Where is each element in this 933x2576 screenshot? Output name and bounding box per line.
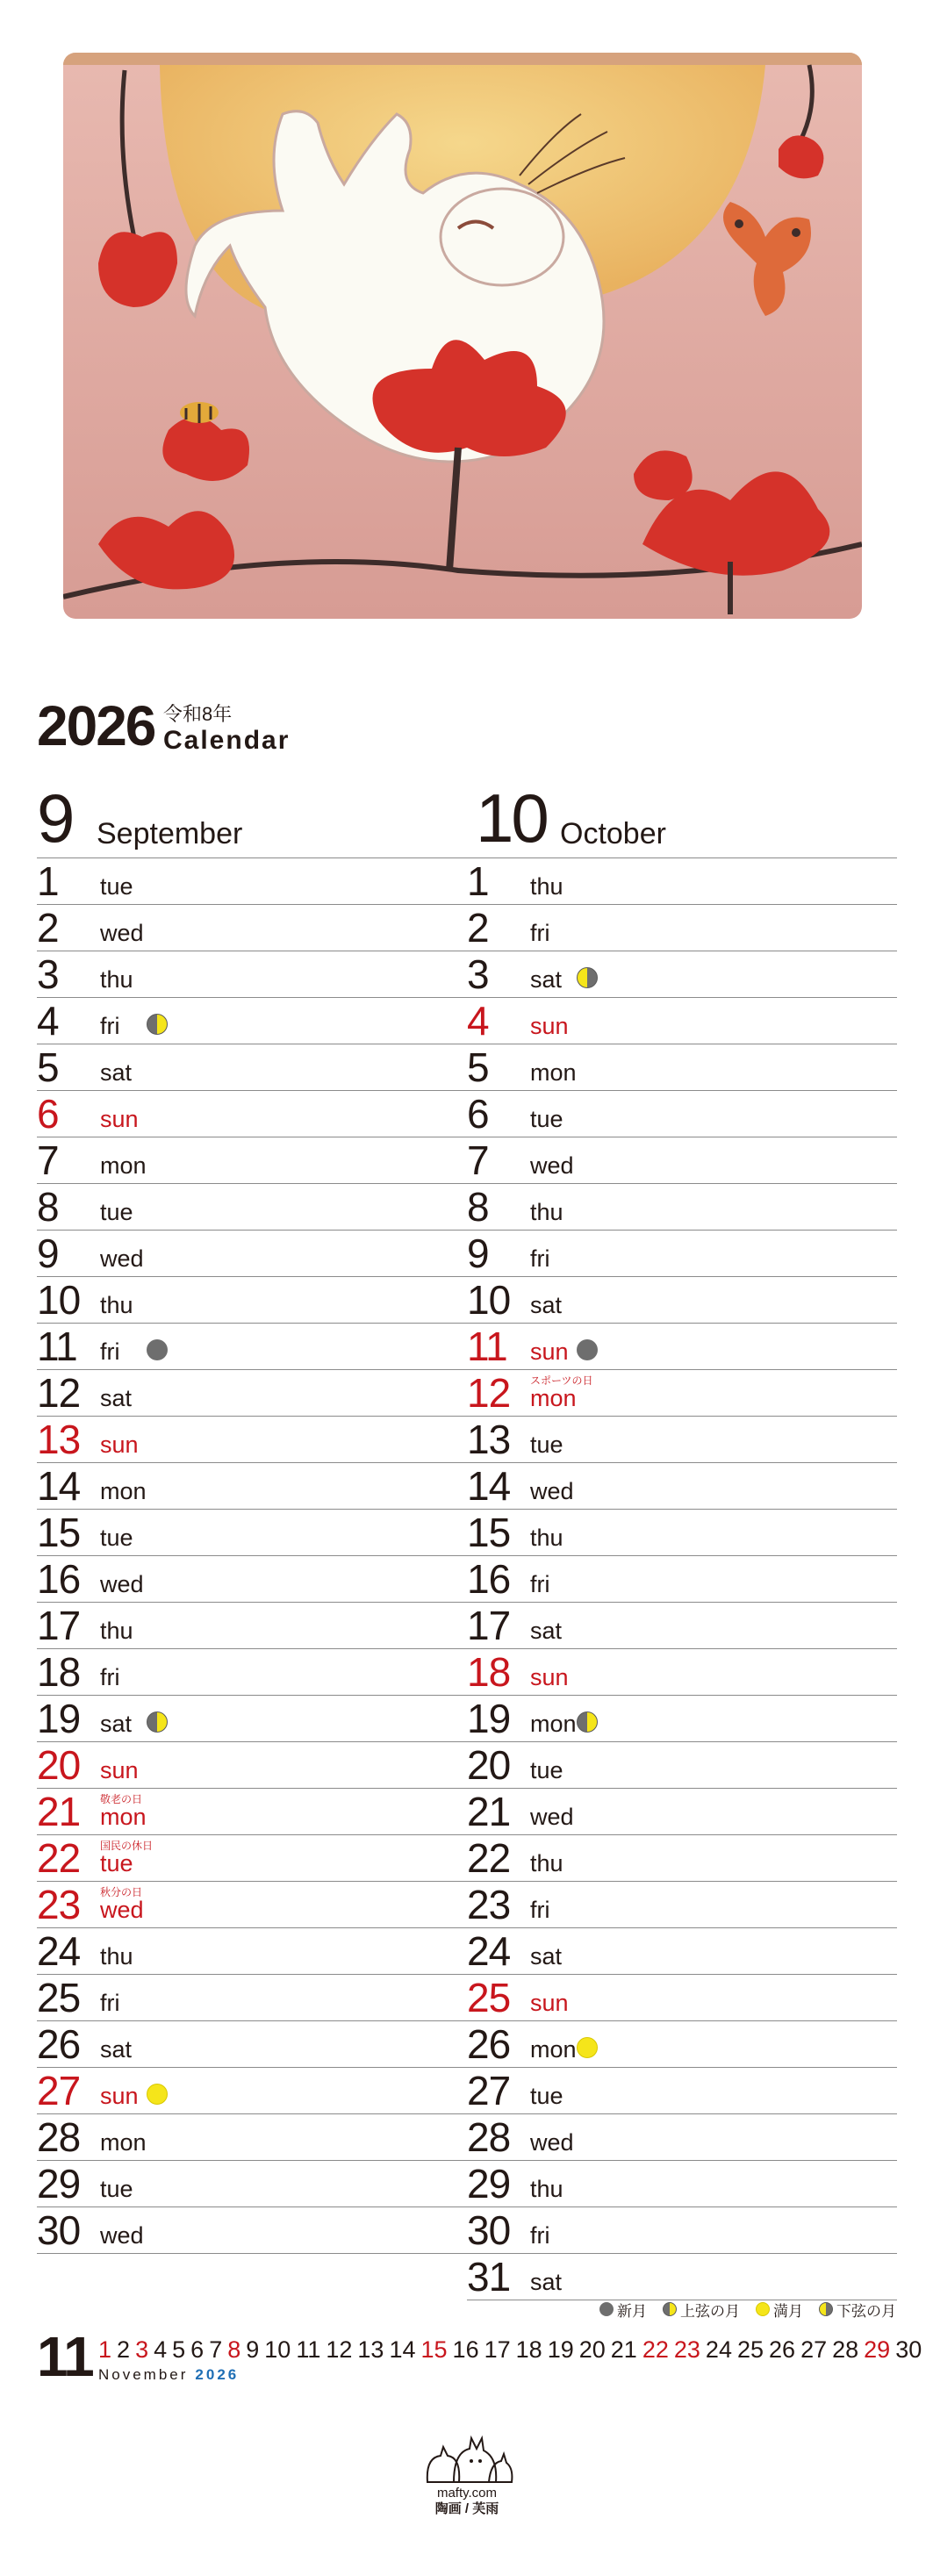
weekday: mon — [530, 1385, 577, 1411]
weekday: thu — [530, 2176, 563, 2202]
cat-ceramic-tile-icon — [63, 53, 862, 619]
next-month-day: 17 — [484, 2336, 511, 2363]
day-number: 12 — [37, 1370, 81, 1416]
day-number: 18 — [467, 1649, 511, 1695]
day-number: 14 — [37, 1463, 81, 1509]
day-number: 11 — [37, 1324, 77, 1369]
next-month-day: 18 — [515, 2336, 542, 2363]
day-row — [37, 1834, 467, 1881]
weekday: thu — [530, 1850, 563, 1876]
first-quarter-moon-icon — [577, 1711, 598, 1733]
day-number: 2 — [37, 905, 59, 951]
weekday: sun — [530, 1013, 569, 1039]
weekday: sun — [100, 2083, 139, 2109]
day-number: 22 — [467, 1835, 511, 1881]
weekday: sat — [100, 2036, 133, 2063]
day-number: 7 — [37, 1137, 59, 1183]
day-number: 20 — [37, 1742, 81, 1788]
day-number: 18 — [37, 1649, 81, 1695]
day-number: 6 — [37, 1091, 59, 1137]
weekday: thu — [100, 1943, 133, 1970]
day-number: 16 — [467, 1556, 511, 1602]
month-name: September — [97, 817, 243, 850]
day-number: 28 — [467, 2114, 511, 2160]
day-row — [37, 1602, 467, 1648]
artwork-tile — [63, 53, 862, 619]
next-month-day: 30 — [895, 2336, 922, 2363]
day-row — [37, 1648, 467, 1695]
day-number: 25 — [467, 1975, 511, 2020]
day-row — [37, 2206, 467, 2254]
next-month-day: 14 — [389, 2336, 416, 2363]
day-row — [467, 1137, 897, 1183]
day-number: 30 — [467, 2207, 511, 2253]
weekday: tue — [100, 873, 133, 900]
day-row — [467, 1369, 897, 1416]
day-row — [37, 2067, 467, 2113]
day-number: 15 — [467, 1510, 511, 1555]
weekday: mon — [100, 1804, 147, 1830]
weekday: fri — [100, 1990, 120, 2016]
brand-artist: 陶画 / 芙雨 — [434, 2501, 499, 2516]
day-number: 8 — [467, 1184, 489, 1230]
day-row — [467, 1509, 897, 1555]
holiday-name: スポーツの日 — [530, 1374, 593, 1387]
day-number: 26 — [37, 2021, 81, 2067]
day-row — [467, 2113, 897, 2160]
day-number: 12 — [467, 1370, 511, 1416]
era-year: 令和8年 — [163, 703, 233, 725]
next-month-day: 24 — [705, 2336, 732, 2363]
next-month-day: 5 — [172, 2336, 186, 2363]
next-month-day: 19 — [547, 2336, 574, 2363]
next-month-day: 22 — [642, 2336, 669, 2363]
legend-last-quarter: 下弦の月 — [819, 2299, 896, 2321]
weekday: tue — [100, 2176, 133, 2202]
brand-block — [404, 2431, 530, 2517]
day-row — [37, 1230, 467, 1276]
day-row — [37, 904, 467, 951]
next-month-day: 12 — [326, 2336, 353, 2363]
weekday: fri — [530, 1571, 550, 1597]
next-month-day: 9 — [246, 2336, 260, 2363]
weekday: tue — [530, 1106, 563, 1132]
day-number: 29 — [467, 2161, 511, 2206]
day-row — [467, 1695, 897, 1741]
next-month-number: 11 — [37, 2325, 93, 2388]
month-header-october — [476, 779, 897, 857]
legend-new-moon: 新月 — [599, 2299, 647, 2321]
weekday: tue — [530, 2083, 563, 2109]
day-row — [467, 1230, 897, 1276]
day-number: 22 — [37, 1835, 81, 1881]
next-month-day: 4 — [154, 2336, 168, 2363]
day-row — [467, 951, 897, 997]
day-row — [37, 2020, 467, 2067]
day-row — [37, 857, 467, 904]
next-month-day: 2 — [117, 2336, 131, 2363]
day-row — [37, 951, 467, 997]
next-month-day: 8 — [227, 2336, 241, 2363]
weekday: sun — [530, 1664, 569, 1690]
weekday: wed — [530, 2129, 574, 2156]
day-number: 28 — [37, 2114, 81, 2160]
weekday: sun — [100, 1106, 139, 1132]
weekday: tue — [100, 1850, 133, 1876]
new-moon-icon — [147, 1339, 168, 1360]
day-number: 3 — [37, 951, 59, 997]
weekday: mon — [530, 2036, 577, 2063]
day-number: 5 — [467, 1044, 489, 1090]
day-number: 9 — [467, 1231, 489, 1276]
next-month-day: 26 — [769, 2336, 796, 2363]
day-number: 24 — [37, 1928, 81, 1974]
day-row — [467, 997, 897, 1044]
day-row — [467, 1974, 897, 2020]
next-month-day: 21 — [610, 2336, 637, 2363]
day-row — [37, 1788, 467, 1834]
weekday: fri — [530, 1897, 550, 1923]
weekday: tue — [100, 1525, 133, 1551]
day-row — [467, 1788, 897, 1834]
day-row — [37, 997, 467, 1044]
calendar-label: Calendar — [163, 726, 291, 755]
day-row — [467, 1276, 897, 1323]
day-row — [467, 857, 897, 904]
day-row — [467, 1741, 897, 1788]
day-number: 10 — [467, 1277, 511, 1323]
next-month-day: 20 — [578, 2336, 606, 2363]
day-number: 15 — [37, 1510, 81, 1555]
day-number: 2 — [467, 905, 489, 951]
day-row — [467, 1323, 897, 1369]
day-row — [467, 2253, 897, 2300]
day-row — [37, 1927, 467, 1974]
day-row — [467, 1648, 897, 1695]
full-moon-icon — [577, 2037, 598, 2058]
full-moon-icon — [756, 2302, 770, 2316]
day-number: 1 — [37, 858, 59, 904]
day-number: 26 — [467, 2021, 511, 2067]
weekday: sat — [100, 1385, 133, 1411]
day-row — [37, 1509, 467, 1555]
weekday: tue — [530, 1757, 563, 1783]
weekday: wed — [100, 1571, 144, 1597]
day-row — [467, 904, 897, 951]
weekday: sun — [530, 1990, 569, 2016]
month-name: October — [560, 817, 666, 850]
day-number: 17 — [467, 1603, 511, 1648]
weekday: wed — [100, 1245, 144, 1272]
day-row — [467, 1881, 897, 1927]
next-month-day: 29 — [864, 2336, 891, 2363]
weekday: thu — [530, 1199, 563, 1225]
weekday: sat — [100, 1059, 133, 1086]
day-row — [37, 1183, 467, 1230]
next-month-days — [98, 2336, 922, 2363]
weekday: fri — [100, 1664, 120, 1690]
weekday: mon — [530, 1711, 577, 1737]
weekday: mon — [530, 1059, 577, 1086]
next-month-day: 16 — [452, 2336, 479, 2363]
holiday-name: 国民の休日 — [100, 1840, 154, 1852]
day-row — [467, 2020, 897, 2067]
day-row — [467, 2160, 897, 2206]
next-month-day: 25 — [736, 2336, 764, 2363]
day-number: 29 — [37, 2161, 81, 2206]
holiday-name: 秋分の日 — [100, 1886, 143, 1898]
day-number: 31 — [467, 2254, 511, 2300]
new-moon-icon — [577, 1339, 598, 1360]
legend-full-moon: 満月 — [756, 2299, 803, 2321]
new-moon-icon — [599, 2302, 614, 2316]
day-row — [467, 1555, 897, 1602]
day-number: 14 — [467, 1463, 511, 1509]
day-number: 4 — [467, 998, 489, 1044]
weekday: sat — [530, 1292, 563, 1318]
day-number: 23 — [467, 1882, 511, 1927]
next-month-day: 6 — [190, 2336, 205, 2363]
day-number: 19 — [467, 1696, 511, 1741]
weekday: tue — [100, 1199, 133, 1225]
next-month-day: 3 — [135, 2336, 149, 2363]
weekday: thu — [530, 873, 563, 900]
weekday: thu — [100, 1618, 133, 1644]
day-number: 16 — [37, 1556, 81, 1602]
day-row — [37, 1323, 467, 1369]
day-row — [37, 1881, 467, 1927]
day-row — [467, 1834, 897, 1881]
day-row — [467, 1927, 897, 1974]
day-number: 5 — [37, 1044, 59, 1090]
first-quarter-moon-icon — [663, 2302, 677, 2316]
weekday: sun — [530, 1338, 569, 1365]
day-row — [37, 1090, 467, 1137]
day-row — [37, 1137, 467, 1183]
weekday: sat — [100, 1711, 133, 1737]
next-month-day: 10 — [264, 2336, 291, 2363]
month-header-september — [37, 779, 467, 857]
weekday: sat — [530, 966, 563, 993]
day-row — [37, 1555, 467, 1602]
day-row — [37, 1416, 467, 1462]
moon-legend — [599, 2298, 896, 2321]
last-quarter-moon-icon — [577, 967, 598, 988]
next-month-name: November 2026 — [98, 2366, 240, 2383]
day-number: 1 — [467, 858, 489, 904]
next-month-day: 13 — [357, 2336, 384, 2363]
weekday: wed — [530, 1152, 574, 1179]
month-number: 10 — [476, 779, 547, 857]
day-number: 13 — [37, 1417, 81, 1462]
last-quarter-moon-icon — [819, 2302, 833, 2316]
day-number: 21 — [37, 1789, 81, 1834]
weekday: wed — [100, 920, 144, 946]
day-number: 24 — [467, 1928, 511, 1974]
day-number: 7 — [467, 1137, 489, 1183]
day-number: 21 — [467, 1789, 511, 1834]
day-row — [37, 2160, 467, 2206]
next-month-day: 28 — [832, 2336, 859, 2363]
day-row — [37, 1695, 467, 1741]
weekday: wed — [530, 1804, 574, 1830]
day-number: 10 — [37, 1277, 81, 1323]
next-month-day: 7 — [209, 2336, 223, 2363]
day-number: 13 — [467, 1417, 511, 1462]
day-row — [467, 2067, 897, 2113]
year: 2026 — [37, 694, 155, 757]
day-number: 27 — [37, 2068, 81, 2113]
month-number: 9 — [37, 779, 73, 857]
day-row — [467, 1183, 897, 1230]
weekday: fri — [100, 1013, 120, 1039]
day-number: 20 — [467, 1742, 511, 1788]
next-month-day: 27 — [800, 2336, 828, 2363]
weekday: fri — [530, 1245, 550, 1272]
cats-logo-icon — [419, 2431, 515, 2486]
weekday: mon — [100, 2129, 147, 2156]
day-row — [37, 1974, 467, 2020]
weekday: tue — [530, 1432, 563, 1458]
next-month-day: 11 — [296, 2336, 321, 2363]
day-row — [37, 1462, 467, 1509]
first-quarter-moon-icon — [147, 1014, 168, 1035]
weekday: wed — [530, 1478, 574, 1504]
weekday: sat — [530, 1618, 563, 1644]
next-month-day: 1 — [98, 2336, 112, 2363]
weekday: thu — [530, 1525, 563, 1551]
day-row — [37, 1276, 467, 1323]
weekday: sat — [530, 2269, 563, 2295]
day-number: 3 — [467, 951, 489, 997]
weekday: mon — [100, 1152, 147, 1179]
day-row — [37, 1369, 467, 1416]
day-row — [467, 1416, 897, 1462]
day-row — [467, 1602, 897, 1648]
day-number: 17 — [37, 1603, 81, 1648]
weekday: fri — [100, 1338, 120, 1365]
weekday: sat — [530, 1943, 563, 1970]
weekday: thu — [100, 1292, 133, 1318]
next-month-day: 23 — [673, 2336, 700, 2363]
day-row — [467, 1462, 897, 1509]
weekday: thu — [100, 966, 133, 993]
day-number: 27 — [467, 2068, 511, 2113]
day-row — [467, 2206, 897, 2253]
day-number: 23 — [37, 1882, 81, 1927]
day-number: 8 — [37, 1184, 59, 1230]
day-number: 9 — [37, 1231, 59, 1276]
next-month-day: 15 — [420, 2336, 448, 2363]
weekday: fri — [530, 2222, 550, 2249]
day-number: 4 — [37, 998, 59, 1044]
full-moon-icon — [147, 2084, 168, 2105]
brand-site: mafty.com — [436, 2486, 498, 2501]
first-quarter-moon-icon — [147, 1711, 168, 1733]
weekday: wed — [100, 2222, 144, 2249]
day-number: 30 — [37, 2207, 81, 2253]
holiday-name: 敬老の日 — [100, 1793, 143, 1805]
day-row — [37, 1044, 467, 1090]
weekday: sun — [100, 1757, 139, 1783]
weekday: fri — [530, 920, 550, 946]
day-number: 19 — [37, 1696, 81, 1741]
day-row — [37, 2113, 467, 2160]
day-number: 11 — [467, 1324, 507, 1369]
legend-first-quarter: 上弦の月 — [663, 2299, 740, 2321]
day-number: 25 — [37, 1975, 81, 2020]
day-number: 6 — [467, 1091, 489, 1137]
weekday: sun — [100, 1432, 139, 1458]
weekday: wed — [100, 1897, 144, 1923]
weekday: mon — [100, 1478, 147, 1504]
day-row — [467, 1090, 897, 1137]
day-row — [37, 1741, 467, 1788]
day-row — [467, 1044, 897, 1090]
